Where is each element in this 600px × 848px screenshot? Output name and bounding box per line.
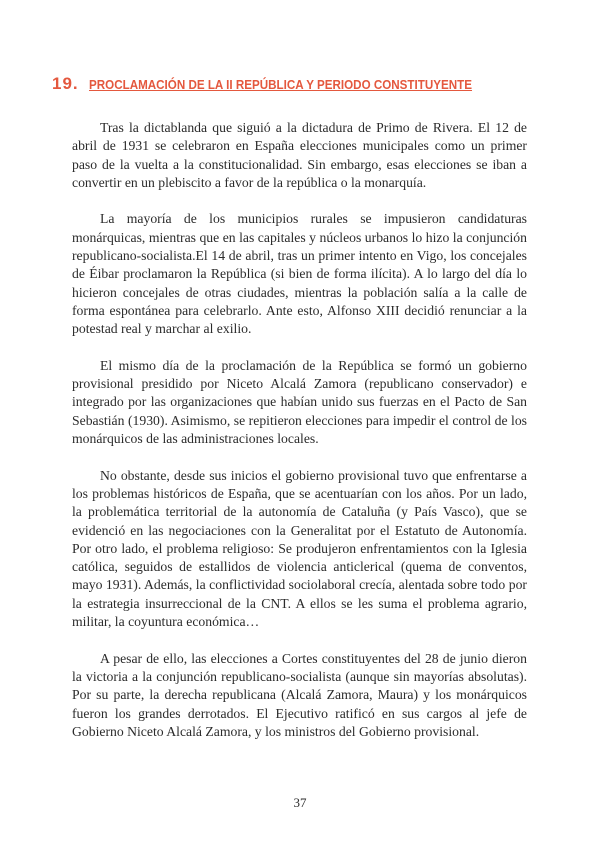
section-heading <box>52 74 552 94</box>
paragraph: No obstante, desde sus inicios el gobierno provisional tuvo que enfrentarse a los problemas históricos de España, que se acentuarían con los años. Por un lado, la problemática territorial de la autonomía de Cataluña (y País Vasco), que se evidenció en las negociaciones con la Generalitat por el Estatuto de Autonomía. Por otro lado, el problema religioso: Se produjeron enfrentamientos con la Iglesia católica, seguidos de estallidos de violencia anticlerical (quema de conventos, mayo 1931). Además, la conflictividad sociolaboral crecía, alentada sobre todo por la estrategia insurreccional de la CNT. A ellos se les suma el problema agrario, militar, la coyuntura económica… <box>72 467 527 630</box>
paragraph: A pesar de ello, las elecciones a Cortes constituyentes del 28 de junio dieron la victoria a la conjunción republicano-socialista (aunque sin mayorías absolutas). Por su parte, la derecha republicana (Alcalá Zamora, Maura) y los monárquicos fueron los grandes derrotados. El Ejecutivo ratificó en sus cargos al jefe de Gobierno Niceto Alcalá Zamora, y los ministros del Gobierno provisional. <box>72 650 527 739</box>
page-number: 37 <box>293 795 307 810</box>
paragraph: El mismo día de la proclamación de la República se formó un gobierno provisional presidido por Niceto Alcalá Zamora (republicano conservador) e integrado por las organizaciones que habían unido sus fuerzas en el Pacto de San Sebastián (1930). Asimismo, se repitieron elecciones para impedir el control de los monárquicos de las administraciones locales. <box>72 357 527 447</box>
paragraph: Tras la dictablanda que siguió a la dictadura de Primo de Rivera. El 12 de abril de 1931 se celebraron en España elecciones municipales como un primer paso de la vuelta a la constitucionalidad. Sin embargo, esas elecciones se iban a convertir en un plebiscito a favor de la república o la monarquía. <box>72 120 527 190</box>
section-title: PROCLAMACIÓN DE LA II REPÚBLICA Y PERIODO CONSTITUYENTE <box>88 78 472 92</box>
section-number: 19. <box>52 74 79 93</box>
paragraph: La mayoría de los municipios rurales se impusieron candidaturas monárquicas, mientras que en las capitales y núcleos urbanos lo hizo la conjunción republicano-socialista.El 14 de abril, tras un primer intento en Vigo, los concejales de Éibar proclamaron la República (si bien de forma ilícita). A lo largo del día lo hicieron concejales de otras ciudades, mientras la población salía a la calle de forma espontánea para celebrarlo. Ante esto, Alfonso XIII decidió renunciar a la potestad real y marchar al exilio. <box>72 211 527 337</box>
body-text <box>72 119 527 759</box>
